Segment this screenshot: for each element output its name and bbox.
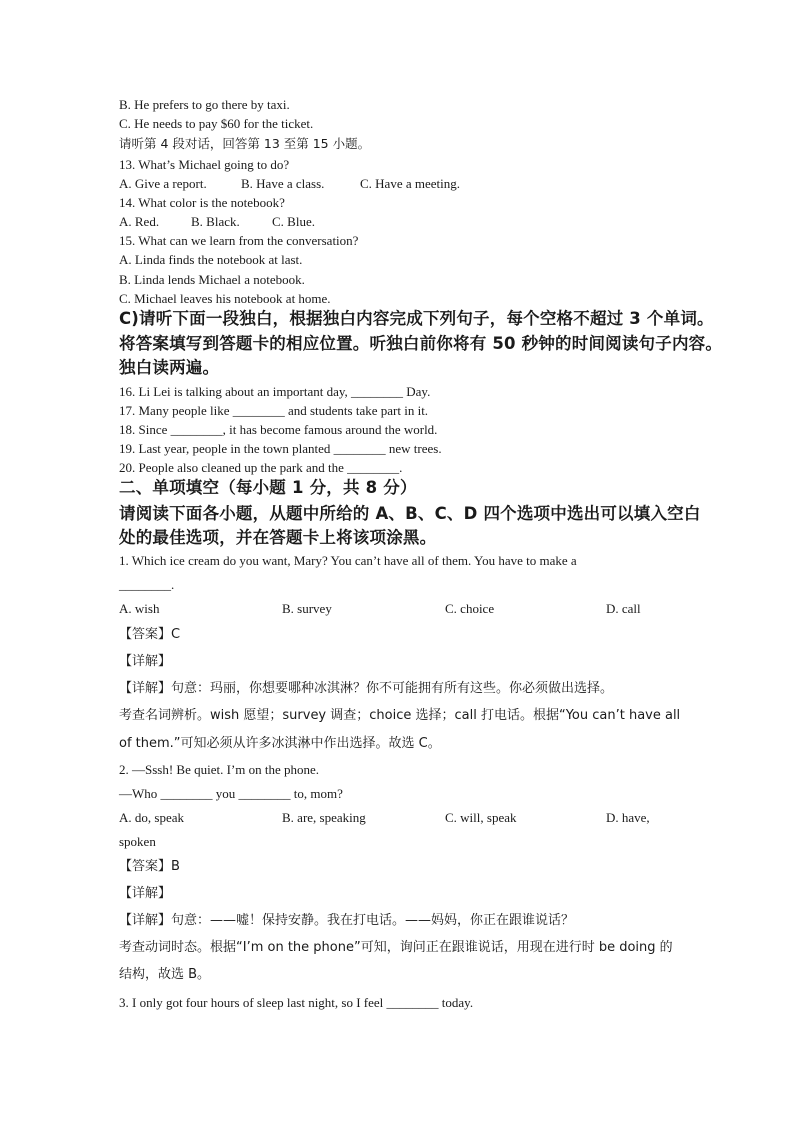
- q2-option-d-wrap: spoken: [119, 834, 156, 849]
- q2-explanation-line-3: 结构，故选 B。: [119, 967, 211, 982]
- question-20: 20. People also cleaned up the park and the ________.: [119, 460, 403, 475]
- q2-option-b: B. are, speaking: [282, 810, 366, 825]
- q1-option-c: C. choice: [445, 601, 495, 616]
- section-2-title: 二、单项填空（每小题 1 分，共 8 分）: [119, 478, 417, 497]
- q2-detail-label: 【详解】: [119, 886, 172, 901]
- q15-option-a: A. Linda finds the notebook at last.: [119, 252, 303, 267]
- q1-detail-label: 【详解】: [119, 654, 172, 669]
- section-c-heading-line-2: 将答案填写到答题卡的相应位置。听独白前你将有 50 秒钟的时间阅读句子内容。: [119, 334, 723, 353]
- q2-stem-line-1: 2. —Sssh! Be quiet. I’m on the phone.: [119, 762, 320, 777]
- q2-explanation-line-2: 考查动词时态。根据“I’m on the phone”可知，询问正在跟谁说话，用现在进行时 be doing 的: [119, 940, 673, 955]
- q13-option-a: A. Give a report.: [119, 176, 207, 191]
- section-2-instruction-line-1: 请阅读下面各小题，从题中所给的 A、B、C、D 四个选项中选出可以填入空白: [119, 504, 701, 523]
- q1-stem: 1. Which ice cream do you want, Mary? You can’t have all of them. You have to make a: [119, 553, 577, 568]
- q3-stem: 3. I only got four hours of sleep last night, so I feel ________ today.: [119, 995, 474, 1010]
- q12-option-b: B. He prefers to go there by taxi.: [119, 97, 290, 112]
- q2-option-a: A. do, speak: [119, 810, 184, 825]
- q13-option-c: C. Have a meeting.: [360, 176, 460, 191]
- q1-option-d: D. call: [606, 601, 641, 616]
- q1-option-b: B. survey: [282, 601, 332, 616]
- q1-answer: 【答案】C: [119, 627, 181, 642]
- question-16: 16. Li Lei is talking about an important day, ________ Day.: [119, 384, 431, 399]
- q1-stem-blank: ________.: [119, 577, 175, 592]
- q14-option-a: A. Red.: [119, 214, 160, 229]
- question-15: 15. What can we learn from the conversation?: [119, 233, 359, 248]
- section-c-heading-line-3: 独白读两遍。: [119, 358, 220, 377]
- q15-option-b: B. Linda lends Michael a notebook.: [119, 272, 305, 287]
- q1-explanation-line-3: of them.”可知必须从许多冰淇淋中作出选择。故选 C。: [119, 736, 441, 751]
- q1-explanation-line-1: 【详解】句意：玛丽，你想要哪种冰淇淋？你不可能拥有所有这些。你必须做出选择。: [119, 681, 614, 696]
- q1-option-a: A. wish: [119, 601, 160, 616]
- section-c-heading-line-1: C)请听下面一段独白，根据独白内容完成下列句子，每个空格不超过 3 个单词。: [119, 309, 714, 328]
- q13-option-b: B. Have a class.: [241, 176, 325, 191]
- q1-explanation-line-2: 考查名词辨析。wish 愿望；survey 调查；choice 选择；call 打电话。根据“You can’t have all: [119, 708, 681, 723]
- q14-option-b: B. Black.: [191, 214, 240, 229]
- question-14: 14. What color is the notebook?: [119, 195, 285, 210]
- q2-option-c: C. will, speak: [445, 810, 517, 825]
- q2-answer: 【答案】B: [119, 859, 180, 874]
- question-19: 19. Last year, people in the town planted ________ new trees.: [119, 441, 442, 456]
- question-17: 17. Many people like ________ and students take part in it.: [119, 403, 429, 418]
- dialogue-4-instruction: 请听第 4 段对话，回答第 13 至第 15 小题。: [119, 136, 371, 151]
- q2-option-d: D. have,: [606, 810, 650, 825]
- question-18: 18. Since ________, it has become famous around the world.: [119, 422, 438, 437]
- q2-explanation-line-1: 【详解】句意：——嘘！保持安静。我在打电话。——妈妈，你正在跟谁说话？: [119, 913, 575, 928]
- section-2-instruction-line-2: 处的最佳选项，并在答题卡上将该项涂黑。: [119, 528, 437, 547]
- q2-stem-line-2: —Who ________ you ________ to, mom?: [119, 786, 343, 801]
- q15-option-c: C. Michael leaves his notebook at home.: [119, 291, 331, 306]
- question-13: 13. What’s Michael going to do?: [119, 157, 290, 172]
- q12-option-c: C. He needs to pay $60 for the ticket.: [119, 116, 314, 131]
- q14-option-c: C. Blue.: [272, 214, 315, 229]
